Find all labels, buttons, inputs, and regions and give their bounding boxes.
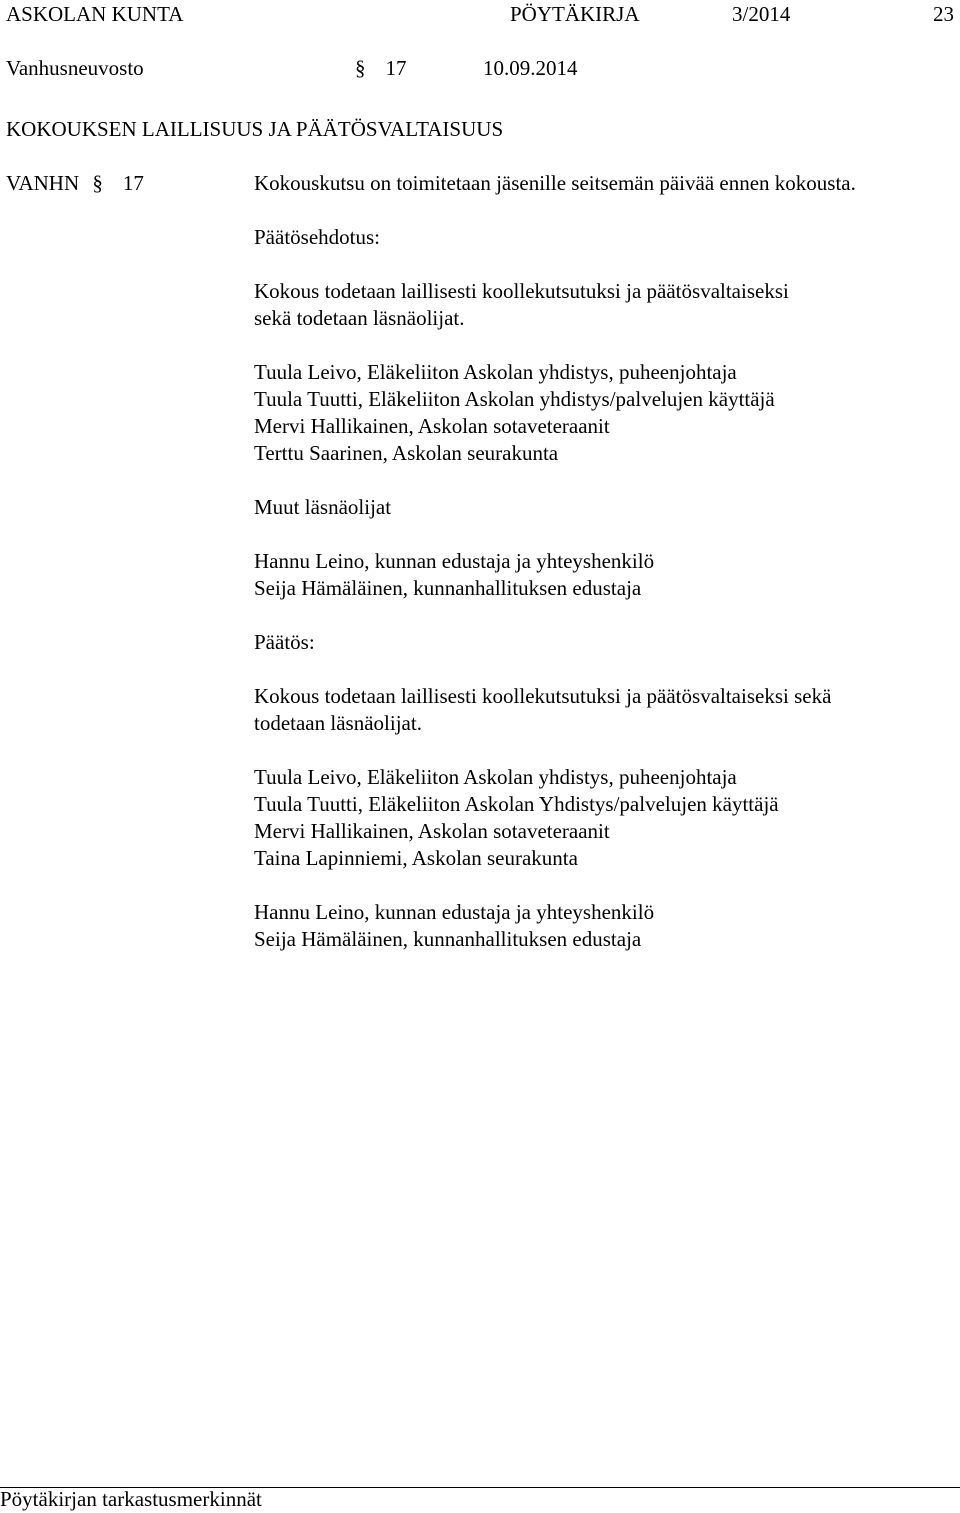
decision-member: Tuula Tuutti, Eläkeliiton Askolan Yhdistys/palvelujen käyttäjä [254,792,779,816]
other-attendee: Seija Hämäläinen, kunnanhallituksen edustaja [254,576,642,600]
header-doc-type: PÖYTÄKIRJA [510,2,640,26]
footer-label: Pöytäkirjan tarkastusmerkinnät [0,1487,262,1511]
header-org: ASKOLAN KUNTA [6,2,184,26]
other-attendee: Hannu Leino, kunnan edustaja ja yhteyshenkilö [254,549,655,573]
header-section-number: 17 [385,56,407,80]
decision-member: Tuula Leivo, Eläkeliiton Askolan yhdistys, puheenjohtaja [254,765,737,789]
decision-member: Mervi Hallikainen, Askolan sotaveteraanit [254,819,610,843]
proposal-member: Tuula Leivo, Eläkeliiton Askolan yhdistys, puheenjohtaja [254,360,737,384]
decision-line: todetaan läsnäolijat. [254,711,422,735]
decision-other-attendee: Hannu Leino, kunnan edustaja ja yhteyshenkilö [254,900,655,924]
item-number: 17 [122,171,144,195]
intro-text: Kokouskutsu on toimitetaan jäsenille seitsemän päivää ennen kokousta. [254,171,856,195]
item-code-label: VANHN [6,171,80,195]
header-section-sign: § [355,56,366,80]
document-title: KOKOUKSEN LAILLISUUS JA PÄÄTÖSVALTAISUUS [6,117,504,141]
item-body [254,170,944,953]
item-section-sign: § [92,171,103,195]
proposal-heading: Päätösehdotus: [254,225,380,249]
others-heading: Muut läsnäolijat [254,495,392,519]
item-code [6,170,144,197]
decision-line: Kokous todetaan laillisesti koollekutsutuksi ja päätösvaltaiseksi sekä [254,684,832,708]
proposal-member: Terttu Saarinen, Askolan seurakunta [254,441,559,465]
header-date: 10.09.2014 [483,56,578,80]
header-doc-number: 3/2014 [732,2,791,26]
decision-heading: Päätös: [254,630,315,654]
proposal-member: Tuula Tuutti, Eläkeliiton Askolan yhdistys/palvelujen käyttäjä [254,387,775,411]
header-body: Vanhusneuvosto [6,56,144,80]
proposal-line: sekä todetaan läsnäolijat. [254,306,465,330]
proposal-line: Kokous todetaan laillisesti koollekutsutuksi ja päätösvaltaiseksi [254,279,789,303]
proposal-member: Mervi Hallikainen, Askolan sotaveteraanit [254,414,610,438]
decision-member: Taina Lapinniemi, Askolan seurakunta [254,846,578,870]
header-section [355,55,407,82]
decision-other-attendee: Seija Hämäläinen, kunnanhallituksen edustaja [254,927,642,951]
header-page-number: 23 [933,2,954,26]
